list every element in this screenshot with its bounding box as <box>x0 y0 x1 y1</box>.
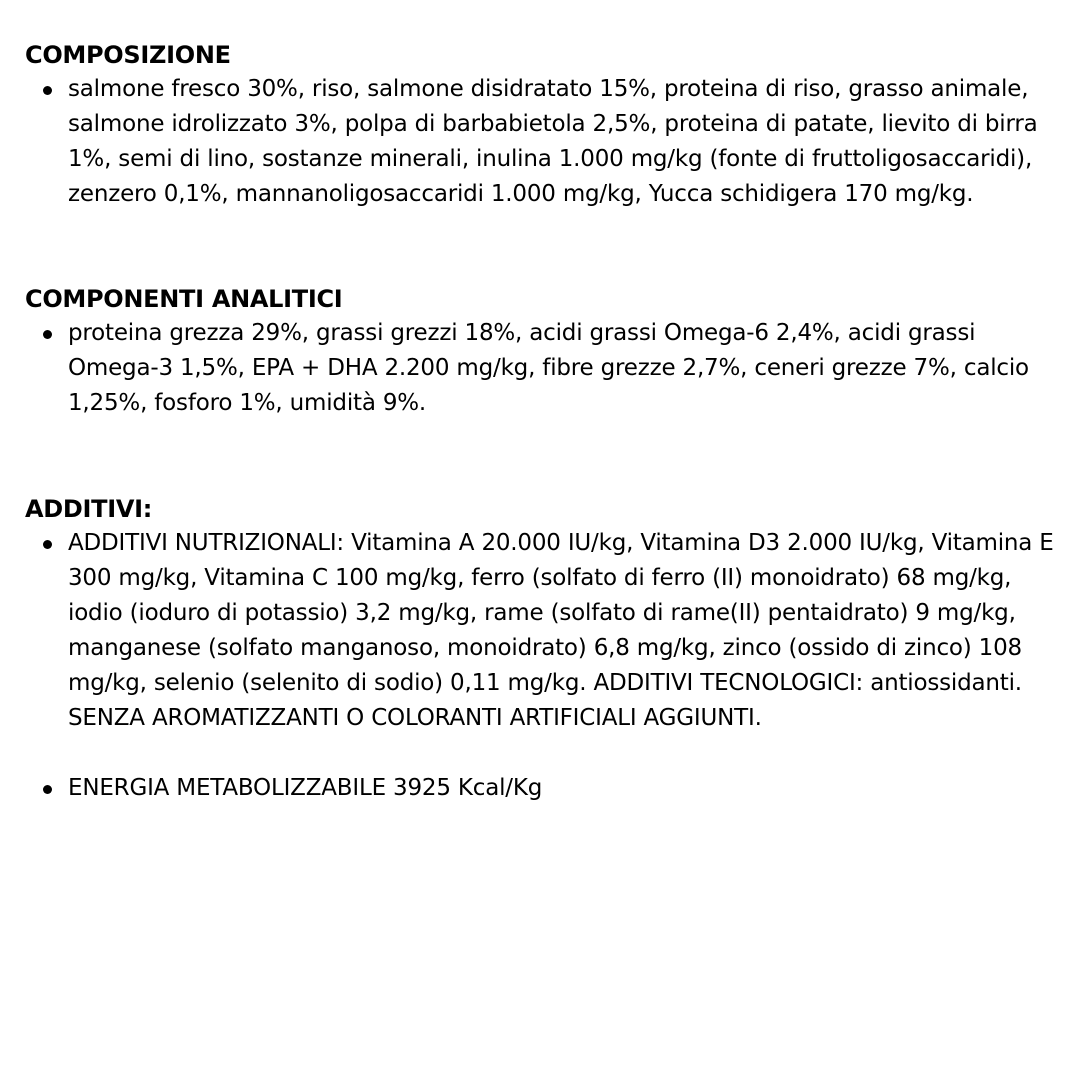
list-item <box>25 526 1060 736</box>
componenti-analitici-list <box>25 316 1060 421</box>
additivi-heading: ADDITIVI: <box>25 495 153 523</box>
item-spacer <box>25 736 1060 771</box>
additivi-list <box>25 526 1060 736</box>
additivi-text: ADDITIVI NUTRIZIONALI: Vitamina A 20.000 IU/kg, Vitamina D3 2.000 IU/kg, Vitamina E 300 mg/kg, Vitamina C 100 mg/kg, ferro (solfato di ferro (II) monoidrato) 68 mg/kg, iodio (ioduro di potassio) 3,2 mg/kg, rame (solfato di rame(II) pentaidrato) 9 mg/kg, manganese (solfato manganoso, monoidrato) 6,8 mg/kg, zinco (ossido di zinco) 108 mg/kg, selenio (selenito di sodio) 0,11 mg/kg. ADDITIVI TECNOLOGICI: antiossidanti. SENZA AROMATIZZANTI O COLORANTI ARTIFICIALI AGGIUNTI. <box>68 530 1054 731</box>
list-item <box>25 72 1060 212</box>
componenti-analitici-heading: COMPONENTI ANALITICI <box>25 285 343 313</box>
composizione-list <box>25 72 1060 212</box>
bullet-icon <box>43 540 52 549</box>
energia-list <box>25 771 1060 806</box>
section-spacer <box>25 212 1060 282</box>
list-item <box>25 316 1060 421</box>
list-item <box>25 771 1060 806</box>
componenti-analitici-text: proteina grezza 29%, grassi grezzi 18%, acidi grassi Omega-6 2,4%, acidi grassi Omega-3 1,5%, EPA + DHA 2.200 mg/kg, fibre grezze 2,7%, ceneri grezze 7%, calcio 1,25%, fosforo 1%, umidità 9%. <box>68 320 1029 416</box>
section-spacer <box>25 421 1060 492</box>
bullet-icon <box>43 330 52 339</box>
energia-text: ENERGIA METABOLIZZABILE 3925 Kcal/Kg <box>68 775 543 801</box>
product-info-document <box>25 38 1060 806</box>
composizione-text: salmone fresco 30%, riso, salmone disidratato 15%, proteina di riso, grasso animale, salmone idrolizzato 3%, polpa di barbabietola 2,5%, proteina di patate, lievito di birra 1%, semi di lino, sostanze minerali, inulina 1.000 mg/kg (fonte di fruttoligosaccaridi), zenzero 0,1%, mannanoligosaccaridi 1.000 mg/kg, Yucca schidigera 170 mg/kg. <box>68 76 1038 207</box>
bullet-icon <box>43 86 52 95</box>
bullet-icon <box>43 785 52 794</box>
composizione-heading: COMPOSIZIONE <box>25 41 231 69</box>
